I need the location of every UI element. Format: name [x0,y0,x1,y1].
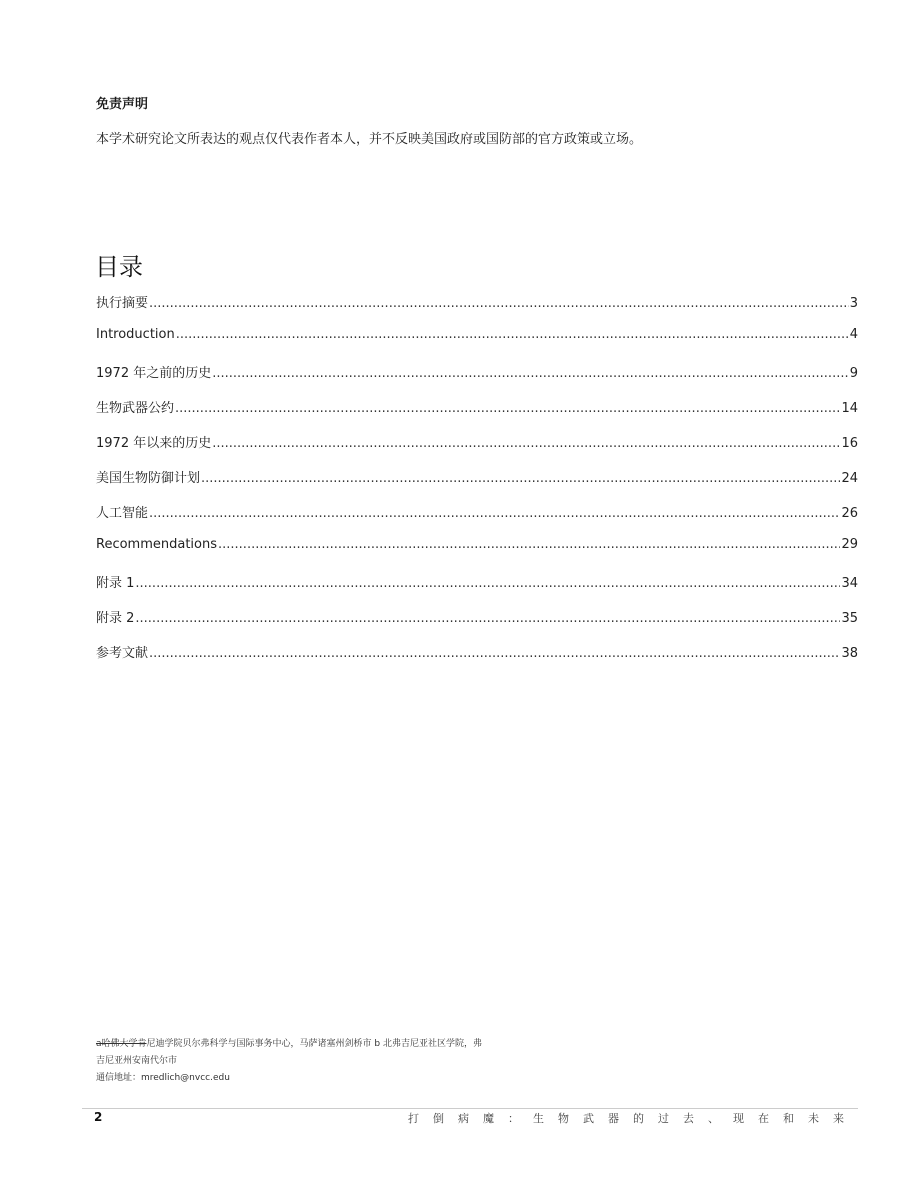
toc-entry-page: 38 [841,646,858,661]
toc-dot-leader [218,537,840,552]
footnote-location-line: 吉尼亚州安南代尔市 [96,1056,178,1066]
toc-entry-page: 9 [849,366,858,381]
toc-heading: 目录 [95,253,143,281]
footnote-affiliation-line [96,1036,482,1053]
toc-entry[interactable] [96,432,858,467]
toc-entry-label: 人工智能 [96,506,149,521]
toc-entry-label: 附录 2 [96,611,135,626]
toc-dot-leader [149,506,840,521]
toc-entry[interactable] [96,642,858,677]
toc-entry-page: 35 [841,611,858,626]
toc-dot-leader [135,576,840,591]
toc-entry-page: 4 [849,327,858,342]
toc-entry-page: 26 [841,506,858,521]
toc-dot-leader [175,401,840,416]
toc-entry-page: 34 [841,576,858,591]
toc-entry-page: 16 [841,436,858,451]
toc-entry-label: 1972 年之前的历史 [96,366,212,381]
footer-divider [82,1108,858,1109]
disclaimer-heading: 免责声明 [96,97,149,112]
toc-entry-page: 3 [849,296,858,311]
toc-dot-leader [212,366,849,381]
toc-entry[interactable] [96,397,858,432]
toc-entry-label: 参考文献 [96,646,149,661]
toc-dot-leader [212,436,840,451]
footnote-contact-line: 通信地址：mredlich@nvcc.edu [96,1073,230,1083]
toc-entry-page: 14 [841,401,858,416]
toc-entry-label: Recommendations [96,537,218,552]
disclaimer-text: 本学术研究论文所表达的观点仅代表作者本人，并不反映美国政府或国防部的官方政策或立场。 [96,132,643,147]
footnote-affiliation-text: 尼迪学院贝尔弗科学与国际事务中心，马萨诸塞州剑桥市 b 北弗吉尼亚社区学院，弗 [146,1039,482,1049]
toc-entry-label: 执行摘要 [96,296,149,311]
toc-entry[interactable] [96,572,858,607]
author-footnote [96,1036,482,1087]
toc-dot-leader [176,327,849,342]
toc-entry-label: 1972 年以来的历史 [96,436,212,451]
running-title: 打倒病魔：生物武器的过去、现在和未来 [408,1112,858,1125]
toc-entry-label: 附录 1 [96,576,135,591]
toc-dot-leader [149,296,849,311]
toc-dot-leader [135,611,840,626]
toc-dot-leader [201,471,840,486]
toc-entry[interactable] [96,327,858,362]
toc-entry[interactable] [96,607,858,642]
toc-entry[interactable] [96,502,858,537]
toc-entry[interactable] [96,362,858,397]
table-of-contents [96,292,858,677]
toc-entry[interactable] [96,292,858,327]
toc-entry-page: 29 [841,537,858,552]
toc-entry-label: 生物武器公约 [96,401,175,416]
footnote-struck-text: a哈佛大学肯 [96,1039,147,1049]
toc-entry[interactable] [96,537,858,572]
toc-entry-label: 美国生物防御计划 [96,471,201,486]
toc-entry-page: 24 [841,471,858,486]
toc-entry-label: Introduction [96,327,175,342]
toc-dot-leader [149,646,840,661]
toc-entry[interactable] [96,467,858,502]
page-number: 2 [94,1110,103,1124]
